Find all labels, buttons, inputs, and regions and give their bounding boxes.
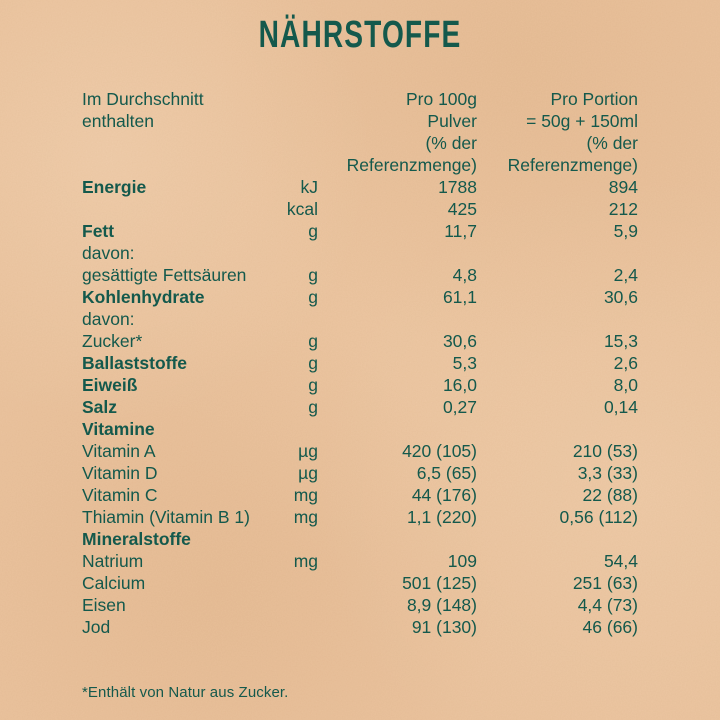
table-row: [82, 550, 638, 572]
row-label: Fett: [82, 221, 115, 241]
table-body: [82, 176, 638, 638]
row-unit: kJ: [300, 177, 318, 197]
row-value-per-100g: 16,0: [442, 375, 477, 395]
row-value-per-portion: 251 (63): [572, 573, 638, 593]
row-value-per-portion: 3,3 (33): [577, 463, 638, 483]
row-unit: g: [308, 353, 318, 373]
row-label: Eisen: [82, 595, 126, 615]
row-value-per-100g: [318, 308, 477, 330]
row-value-per-portion: 0,56 (112): [559, 507, 638, 527]
row-label: gesättigte Fettsäuren: [82, 265, 247, 285]
row-unit: [282, 242, 318, 264]
row-label: [82, 198, 282, 220]
table-row: [82, 374, 638, 396]
row-unit: [282, 418, 318, 440]
row-value-per-portion: 5,9: [613, 221, 638, 241]
table-row: [82, 616, 638, 638]
row-unit: [282, 308, 318, 330]
page-title: NÄHRSTOFFE: [258, 14, 462, 56]
row-value-per-portion: 212: [608, 199, 638, 219]
row-unit: kcal: [286, 199, 318, 219]
table-row: [82, 528, 638, 550]
header-line: enthalten: [82, 111, 155, 131]
header-line: = 50g + 150ml: [526, 111, 638, 131]
header-line: (% der: [586, 133, 638, 153]
row-label: Vitamin A: [82, 441, 156, 461]
header-line: Referenzmenge): [507, 155, 638, 175]
row-label: Ballaststoffe: [82, 353, 188, 373]
row-value-per-portion: [477, 242, 638, 264]
row-unit: g: [308, 331, 318, 351]
row-value-per-100g: [318, 418, 477, 440]
row-value-per-100g: 420 (105): [402, 441, 477, 461]
header-line: (% der: [425, 133, 477, 153]
table-row: [82, 308, 638, 330]
row-unit: µg: [298, 441, 318, 461]
table-row: [82, 198, 638, 220]
row-label: Natrium: [82, 551, 144, 571]
row-value-per-100g: 30,6: [442, 331, 477, 351]
row-value-per-portion: 54,4: [603, 551, 638, 571]
row-value-per-portion: 8,0: [613, 375, 638, 395]
row-unit: g: [308, 375, 318, 395]
row-value-per-portion: 15,3: [603, 331, 638, 351]
row-value-per-100g: 11,7: [444, 221, 477, 241]
row-value-per-100g: 4,8: [452, 265, 477, 285]
row-value-per-100g: 5,3: [452, 353, 477, 373]
row-label: Thiamin (Vitamin B 1): [82, 507, 250, 527]
row-value-per-100g: 91 (130): [411, 617, 477, 637]
row-value-per-100g: 1,1 (220): [406, 507, 477, 527]
row-value-per-portion: 894: [608, 177, 638, 197]
table-row: [82, 484, 638, 506]
row-value-per-100g: [318, 528, 477, 550]
table-row: [82, 440, 638, 462]
header-line: Pulver: [427, 111, 477, 131]
row-value-per-portion: 2,4: [613, 265, 638, 285]
table-row: [82, 396, 638, 418]
table-row: [82, 286, 638, 308]
row-label: Eiweiß: [82, 375, 138, 395]
header-line: Referenzmenge): [346, 155, 477, 175]
row-value-per-portion: [477, 308, 638, 330]
table-row: [82, 220, 638, 242]
row-value-per-portion: 2,6: [613, 353, 638, 373]
row-label: Kohlenhydrate: [82, 287, 205, 307]
row-unit: g: [308, 397, 318, 417]
table-row: [82, 462, 638, 484]
row-value-per-portion: [477, 528, 638, 550]
row-value-per-100g: 0,27: [442, 397, 477, 417]
row-label: Vitamin C: [82, 485, 158, 505]
row-unit: [282, 528, 318, 550]
row-label: davon:: [82, 309, 135, 329]
header-per-100g: [318, 88, 477, 176]
row-value-per-100g: 425: [447, 199, 477, 219]
row-unit: µg: [298, 463, 318, 483]
row-label: Zucker*: [82, 331, 143, 351]
row-label: davon:: [82, 243, 135, 263]
row-value-per-100g: 61,1: [442, 287, 477, 307]
row-unit: mg: [293, 551, 318, 571]
header-average-contained: [82, 88, 318, 176]
row-unit: mg: [293, 507, 318, 527]
row-unit: g: [308, 287, 318, 307]
table-row: [82, 330, 638, 352]
row-value-per-portion: 4,4 (73): [577, 595, 638, 615]
table-row: [82, 418, 638, 440]
nutrition-table: [82, 88, 638, 638]
row-unit: [282, 594, 318, 616]
row-value-per-portion: 46 (66): [582, 617, 638, 637]
row-label: Mineralstoffe: [82, 529, 191, 549]
row-value-per-portion: 0,14: [603, 397, 638, 417]
table-row: [82, 264, 638, 286]
row-label: Salz: [82, 397, 118, 417]
row-unit: g: [308, 265, 318, 285]
row-value-per-portion: [477, 418, 638, 440]
table-row: [82, 176, 638, 198]
row-value-per-100g: 501 (125): [402, 573, 477, 593]
table-header: [82, 88, 638, 176]
row-unit: g: [308, 221, 318, 241]
row-value-per-100g: [318, 242, 477, 264]
table-row: [82, 594, 638, 616]
row-label: Energie: [82, 177, 147, 197]
table-row: [82, 506, 638, 528]
header-line: Pro Portion: [550, 89, 638, 109]
row-value-per-100g: 44 (176): [411, 485, 477, 505]
row-unit: mg: [293, 485, 318, 505]
row-label: Calcium: [82, 573, 146, 593]
row-value-per-portion: 30,6: [603, 287, 638, 307]
row-value-per-100g: 8,9 (148): [406, 595, 477, 615]
table-row: [82, 352, 638, 374]
row-value-per-100g: 6,5 (65): [416, 463, 477, 483]
header-line: Im Durchschnitt: [82, 89, 204, 109]
row-unit: [282, 572, 318, 594]
row-value-per-portion: 22 (88): [582, 485, 638, 505]
row-unit: [282, 616, 318, 638]
header-line: Pro 100g: [405, 89, 477, 109]
row-value-per-100g: 1788: [438, 177, 477, 197]
row-value-per-portion: 210 (53): [572, 441, 638, 461]
row-label: Jod: [82, 617, 111, 637]
table-row: [82, 572, 638, 594]
table-row: [82, 242, 638, 264]
footnote: *Enthält von Natur aus Zucker.: [82, 684, 289, 701]
row-value-per-100g: 109: [447, 551, 477, 571]
row-label: Vitamin D: [82, 463, 158, 483]
header-per-portion: [477, 88, 638, 176]
row-label: Vitamine: [82, 419, 155, 439]
